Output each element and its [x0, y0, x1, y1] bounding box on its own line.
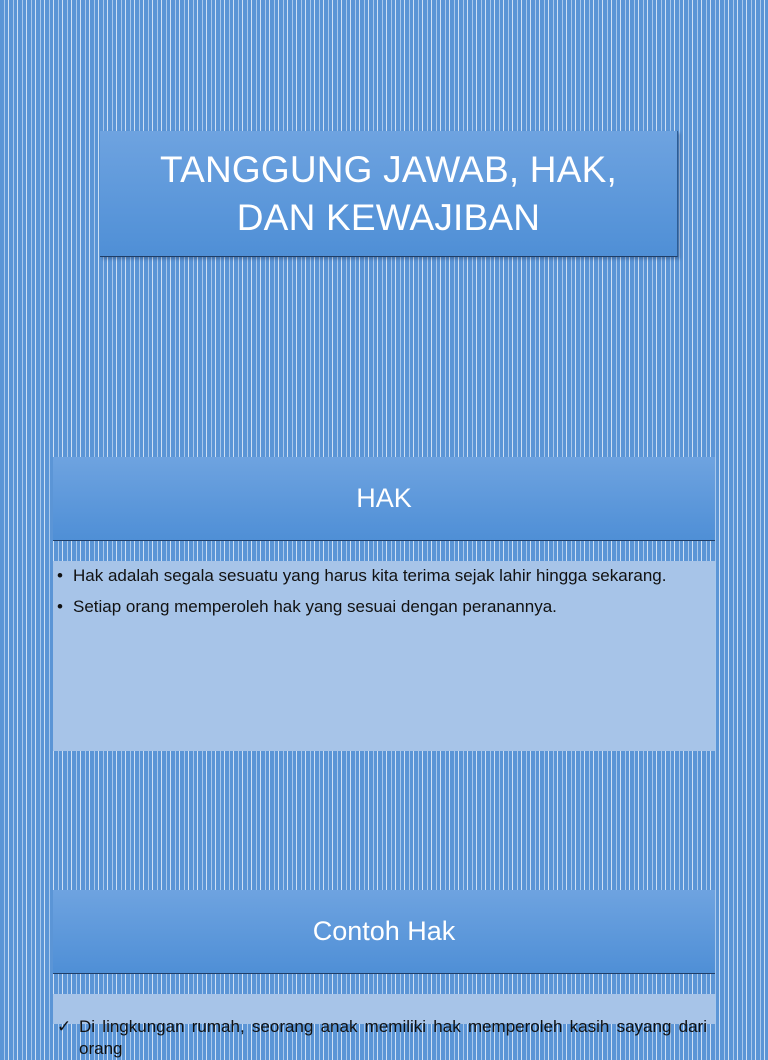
hak-bullet-text: Hak adalah segala sesuatu yang harus kita terima sejak lahir hingga sekarang. — [73, 566, 667, 585]
hak-bullet-text: Setiap orang memperoleh hak yang sesuai dengan peranannya. — [73, 597, 557, 616]
contoh-hak-content-box — [53, 994, 715, 1058]
contoh-hak-section-title: Contoh Hak — [312, 916, 456, 946]
bullet-dot-icon: • — [57, 597, 63, 616]
slide-title-line-1: TANGGUNG JAWAB, HAK, — [160, 148, 617, 190]
hak-content-box — [53, 561, 715, 751]
hak-section-title: HAK — [356, 483, 412, 513]
contoh-hak-item-text: Di lingkungan rumah, seorang anak memiliki hak memperoleh kasih sayang dari orang — [79, 1017, 707, 1058]
slide-title-box — [100, 131, 678, 257]
contoh-hak-item — [57, 1016, 707, 1060]
hak-bullet-item — [57, 565, 707, 587]
contoh-hak-section-header — [53, 890, 715, 974]
slide-title — [129, 146, 649, 242]
bullet-dot-icon: • — [57, 566, 63, 585]
hak-bullet-item — [57, 596, 707, 618]
hak-section-header — [53, 457, 715, 541]
checkmark-icon: ✓ — [57, 1017, 72, 1036]
slide-title-line-2: DAN KEWAJIBAN — [236, 196, 541, 238]
